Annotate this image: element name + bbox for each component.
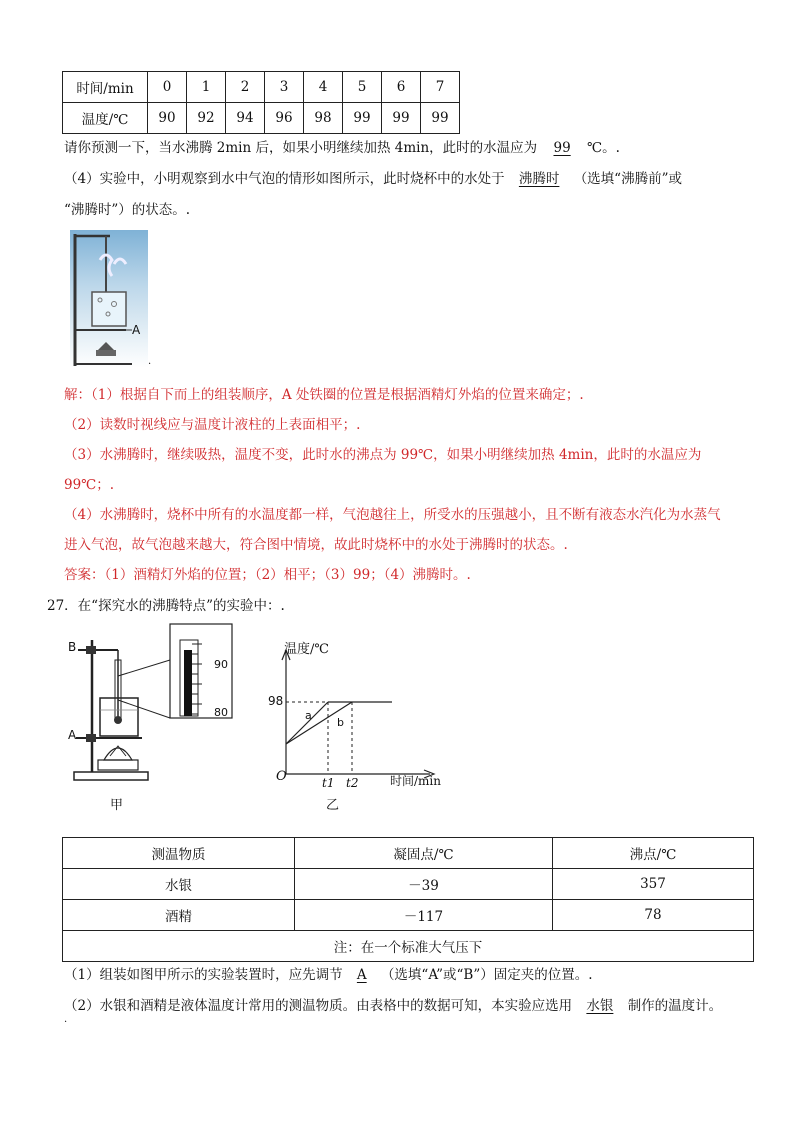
table-cell: 78 <box>552 900 753 931</box>
q4-text-after: （选填“沸腾前”或 <box>573 171 682 187</box>
solution-line-2: （2）读数时视线应与温度计液柱的上表面相平；. <box>64 417 361 433</box>
table-cell: 3 <box>265 72 304 103</box>
table-note: 注：在一个标准大气压下 <box>63 931 754 962</box>
q27-2-answer: 水银 <box>586 998 614 1014</box>
table-cell: 90 <box>148 103 187 134</box>
series-a-label: a <box>305 709 312 722</box>
table-cell: 94 <box>226 103 265 134</box>
q27-2-text: （2）水银和酒精是液体温度计常用的测温物质。由表格中的数据可知，本实验应选用 <box>64 998 573 1014</box>
x-tick-t1: t1 <box>322 776 335 790</box>
question-27-title: 27．在“探究水的沸腾特点”的实验中：. <box>47 598 285 614</box>
chart-ylabel: 温度/℃ <box>284 642 329 657</box>
photo-dot: . <box>148 356 152 367</box>
table-header-cell: 凝固点/℃ <box>295 838 553 869</box>
label-b: B <box>68 640 77 654</box>
stray-dot: . <box>64 1014 68 1025</box>
table-row <box>63 72 460 103</box>
q27-1-line <box>64 963 593 983</box>
q27-2-line <box>64 994 722 1014</box>
table-cell: 7 <box>421 72 460 103</box>
q3-answer: 99 <box>553 140 571 156</box>
boiling-photo <box>70 230 148 368</box>
q4-text: （4）实验中，小明观察到水中气泡的情形如图所示，此时烧杯中的水处于 <box>64 171 505 187</box>
origin-label: O <box>276 769 287 784</box>
table-cell: 水银 <box>63 869 295 900</box>
table-cell: 357 <box>552 869 753 900</box>
table-cell: －39 <box>295 869 553 900</box>
table-cell: 4 <box>304 72 343 103</box>
solution-line-1: 解：（1）根据自下而上的组装顺序，A 处铁圈的位置是根据酒精灯外焰的位置来确定；. <box>64 387 584 403</box>
q27-1-text: （1）组装如图甲所示的实验装置时，应先调节 <box>64 967 343 983</box>
table-cell: 2 <box>226 72 265 103</box>
table-cell: 92 <box>187 103 226 134</box>
chart-xlabel: 时间/min <box>390 774 441 788</box>
solution-line-3: （3）水沸腾时，继续吸热，温度不变，此时水的沸点为 99℃，如果小明继续加热 4min，此时的水温应为 <box>64 447 702 463</box>
table-header-cell: 沸点/℃ <box>552 838 753 869</box>
table-cell: 5 <box>343 72 382 103</box>
q27-2-text-after: 制作的温度计。 <box>627 998 723 1014</box>
series-b-label: b <box>337 716 344 729</box>
table-cell: 96 <box>265 103 304 134</box>
table-row <box>63 103 460 134</box>
table-cell: 99 <box>421 103 460 134</box>
q3-answer-line <box>64 136 620 156</box>
q27-1-answer: A <box>356 967 367 983</box>
caption-jia: 甲 <box>110 798 124 813</box>
solution-line-6: 进入气泡，故气泡越来越大，符合图中情境，故此时烧杯中的水处于沸腾时的状态。. <box>64 537 568 553</box>
time-temperature-table <box>62 71 460 134</box>
table-cell: 99 <box>343 103 382 134</box>
table-cell: 酒精 <box>63 900 295 931</box>
photo-label-a: A <box>132 323 141 337</box>
y-tick-98: 98 <box>268 694 284 708</box>
q4-answer: 沸腾时 <box>518 171 560 187</box>
scale-80: 80 <box>214 706 228 719</box>
table-cell: 98 <box>304 103 343 134</box>
figure-jia-apparatus <box>60 620 240 810</box>
solution-line-5: （4）水沸腾时，烧杯中所有的水温度都一样，气泡越往上，所受水的压强越小，且不断有液态水汽化为水蒸气 <box>64 507 721 523</box>
solution-line-4: 99℃；. <box>64 477 115 493</box>
x-tick-t2: t2 <box>346 776 359 790</box>
table-cell: 0 <box>148 72 187 103</box>
table-row <box>63 869 754 900</box>
table-row <box>63 900 754 931</box>
scale-90: 90 <box>214 658 228 671</box>
q3-unit: ℃。. <box>586 140 620 156</box>
table-cell: 6 <box>382 72 421 103</box>
q3-text: 请你预测一下，当水沸腾 2min 后，如果小明继续加热 4min，此时的水温应为 <box>64 140 538 156</box>
substance-table <box>62 837 754 962</box>
label-a: A <box>68 728 77 742</box>
q27-1-text-after: （选填“A”或“B”）固定夹的位置。. <box>380 967 593 983</box>
table-cell: －117 <box>295 900 553 931</box>
table-header-row <box>63 838 754 869</box>
caption-yi: 乙 <box>326 798 340 813</box>
table-header-cell: 测温物质 <box>63 838 295 869</box>
table-note-row <box>63 931 754 962</box>
q4-line-1 <box>64 167 682 187</box>
table-cell: 1 <box>187 72 226 103</box>
q4-line-2: “沸腾时”）的状态。. <box>64 202 191 218</box>
answer-line: 答案：（1）酒精灯外焰的位置；（2）相平；（3）99；（4）沸腾时。. <box>64 567 471 583</box>
boiling-apparatus-illustration <box>70 230 148 368</box>
table-cell: 99 <box>382 103 421 134</box>
table-header-cell: 温度/℃ <box>63 103 148 134</box>
table-header-cell: 时间/min <box>63 72 148 103</box>
